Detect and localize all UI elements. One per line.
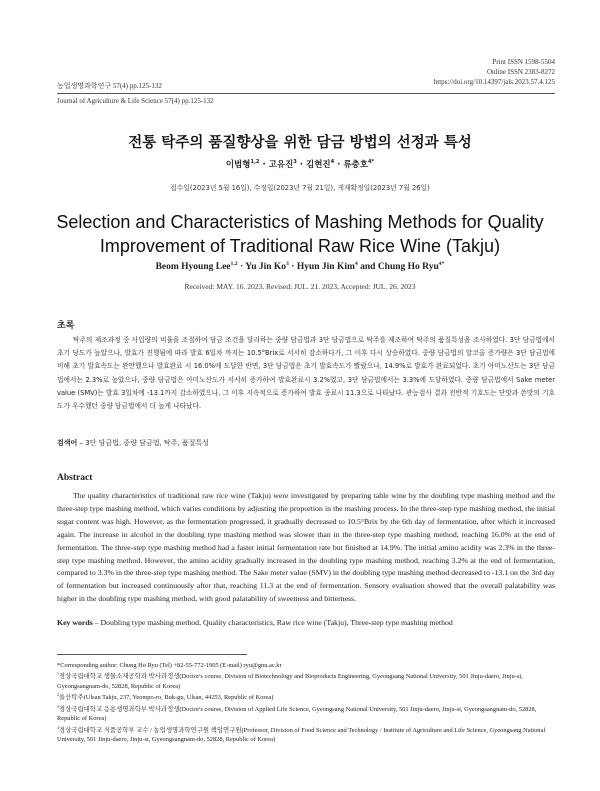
keywords-korean-list: 3단 담금법, 중량 담금법, 탁주, 품질특성 bbox=[85, 439, 209, 447]
author-kr-1: 이범형 bbox=[225, 160, 251, 170]
author-en-3: Hyun Jin Kim bbox=[296, 262, 355, 273]
footnote-corresponding: *Corresponding author: Chung Ho Ryu (Tel) +82-55-772-1905 (E-mail) ryu@gnu.ac.kr bbox=[57, 662, 282, 669]
journal-citation-kr: 농업생명과학연구 57(4) pp.125-132 bbox=[57, 82, 162, 90]
header-rule bbox=[57, 93, 555, 94]
keywords-korean: 검색어 – 3단 담금법, 중량 담금법, 탁주, 품질특성 bbox=[57, 439, 209, 447]
keywords-english: Key words – Doubling type mashing method, Quality characteristics, Raw rice wine (Takju), Three-step type mashing method bbox=[57, 618, 453, 627]
authors-english: Beom Hyoung Lee$^{1,2}$ · Yu Jin $Ko^3$ · Hyun Jin Kim$^4$ and Chung Ho Ryu$^{4*}$ bbox=[155, 261, 445, 273]
keywords-korean-label: 검색어 bbox=[57, 439, 78, 447]
footnote-item: $^2$울산탁주(Ulsan Takju, 237, Yeompo-ro, Buk-gu, Ulsan, 44253, Republic of Korea) bbox=[57, 693, 274, 702]
author-kr-4: 류충호 bbox=[343, 160, 368, 170]
abstract-korean-text: 탁주의 제조과정 중 사입량의 비율을 조절하여 담금 조건을 달리하는 중량 담금법과 3단 담금법으로 탁주를 제조하여 탁주의 품질특성을 조사하였다. 3단 담금법에서 초기 당도가 높았으나, 발효가 진행됨에 따라 발효 6일차 까지는 10.5°Brix로 서서히 감소하다가, 그 이후 다시 상승하였다. 중량 담금법의 알코올 증가량은 3단 담금법에 비해 초기 발효속도는 완만했으나 발효완료 시 16.0%에 도달한 반면, 3단 담금법은 초기 발효속도가 빨랐으나, 14.9%로 발효가 완료되었다. 초기 아미노산도는 3단 담금법에서는 2.3%로 높았으나, 중량 담금법은 아미노산도가 서서히 증가하여 발효완료시 3.2%였고, 3단 담금법에서는 3.3%에 도달하였다. 중량 담금법에서 Sake meter value (SMV)는 발효 3일차에 -13.1까지 감소하였으나, 그 이후 지속적으로 증가하여 발효 종료시 11.3으로 나타났다. 관능검사 결과 전반적 기호도는 단맛과 쓴맛의 기호도가 우수했던 중량 담금법에서 더 높게 나타났다. bbox=[57, 336, 555, 411]
author-en-4: Chung Ho Ryu bbox=[377, 262, 439, 273]
issn-block bbox=[434, 57, 555, 87]
title-english-line2: Improvement of Traditional Raw Rice Wine (Takju) bbox=[99, 236, 501, 256]
print-issn: Print ISSN 1598-5504 bbox=[492, 58, 555, 66]
author-en-1: Beom Hyoung Lee bbox=[155, 262, 231, 273]
authors-korean: 이범형$^{1,2}$ · 고유진$^3$ · 김현진$^4$ · 류충호$^{4*}$ bbox=[225, 159, 375, 170]
dates-english: Received: MAY. 16. 2023, Revised: JUL. 21. 2023, Accepted: JUL. 26. 2023 bbox=[184, 282, 416, 291]
doi-link[interactable]: https://doi.org/10.14397/jals.2023.57.4.125 bbox=[433, 78, 555, 86]
journal-citation-en: Journal of Agriculture & Life Science 57(4) pp.125-132 bbox=[57, 97, 214, 105]
abstract-korean-heading: 초록 bbox=[57, 321, 75, 331]
keywords-english-label: Key words bbox=[57, 618, 93, 627]
title-korean: 전통 탁주의 품질향상을 위한 담금 방법의 선정과 특성 bbox=[128, 135, 472, 151]
footnote-item: $^3$경상국립대학교 응용생명과학부 박사과정생(Doctor's course, Division of Applied Life Science, Gyeongsang National University, 501 Jinju-daero, Jinju-si, Gyeongsangnam-do, 52828, Republic of Korea) bbox=[57, 704, 537, 723]
footnotes bbox=[57, 661, 555, 745]
author-kr-3: 김현진 bbox=[305, 160, 331, 170]
dates-korean: 접수일(2023년 5월 16일), 수정일(2023년 7월 21일), 게재확정일(2023년 7월 26일) bbox=[170, 184, 430, 192]
keywords-english-list: Doubling type mashing method, Quality characteristics, Raw rice wine (Takju), Three-step type mashing method bbox=[100, 618, 453, 627]
footnote-item: $^1$경상국립대학교 생물소재공학과 박사과정생(Doctor's course, Division of Biotechnology and Bioproducts Engineering, Gyeongsang National University, 501 Jinju-daero, Jinju-si, Gyeongsangnam-do, 52828, Republic of Korea) bbox=[57, 672, 523, 690]
author-en-2: Yu Jin Ko bbox=[245, 262, 287, 273]
footnote-item: $^4$경상국립대학교 식품공학부 교수 / 농업생명과학연구원 책임연구원(Professor, Division of Food Science and Technology / Institute of Agriculture and Life Science, Gyeongsang National University, 501 Jinju-daero, Jinju-si, Gyeongsangnam-do, 52828, Republic of Korea) bbox=[57, 725, 546, 744]
online-issn: Online ISSN 2383-8272 bbox=[486, 68, 555, 76]
author-kr-2: 고유진 bbox=[268, 160, 294, 170]
title-english bbox=[0, 210, 600, 258]
title-english-line1: Selection and Characteristics of Mashing Methods for Quality bbox=[56, 212, 544, 232]
abstract-english-text: The quality characteristics of traditional raw rice wine (Takju) were investigated by preparing table wine by the doubling type mashing method and the three-step type mashing method, which varies conditions by adjusting the proportion in the mashing process. In the three-step type mashing method, the initial sugar content was high. However, as the fermentation progressed, it gradually decreased to 10.5°Brix by the 6th day of fermentation, after which it increased again. The increase in alcohol in the doubling type mashing method was slower than in the three-step type mashing method, reaching 16.0% at the end of fermentation. The three-step type mashing method had a faster initial fermentation rate but finished at 14.9%. The initial amino acidity was 2.3% in the three-step type mashing method. However, the amino acidity gradually increased in the doubling type mashing method, reaching 3.2% at the end of fermentation, compared to 3.3% in the three-step type mashing method. The Sake meter value (SMV) in the doubling type mashing method decreased to -13.1 on the 3rd day of fermentation but increased continuously after that, reaching 11.3 at the end of fermentation. Sensory evaluation showed that the overall palatability was higher in the doubling type mashing method, with good palatability of sweetness and bitterness. bbox=[57, 491, 555, 604]
footnote-rule bbox=[57, 654, 247, 655]
abstract-english-heading: Abstract bbox=[57, 473, 93, 483]
